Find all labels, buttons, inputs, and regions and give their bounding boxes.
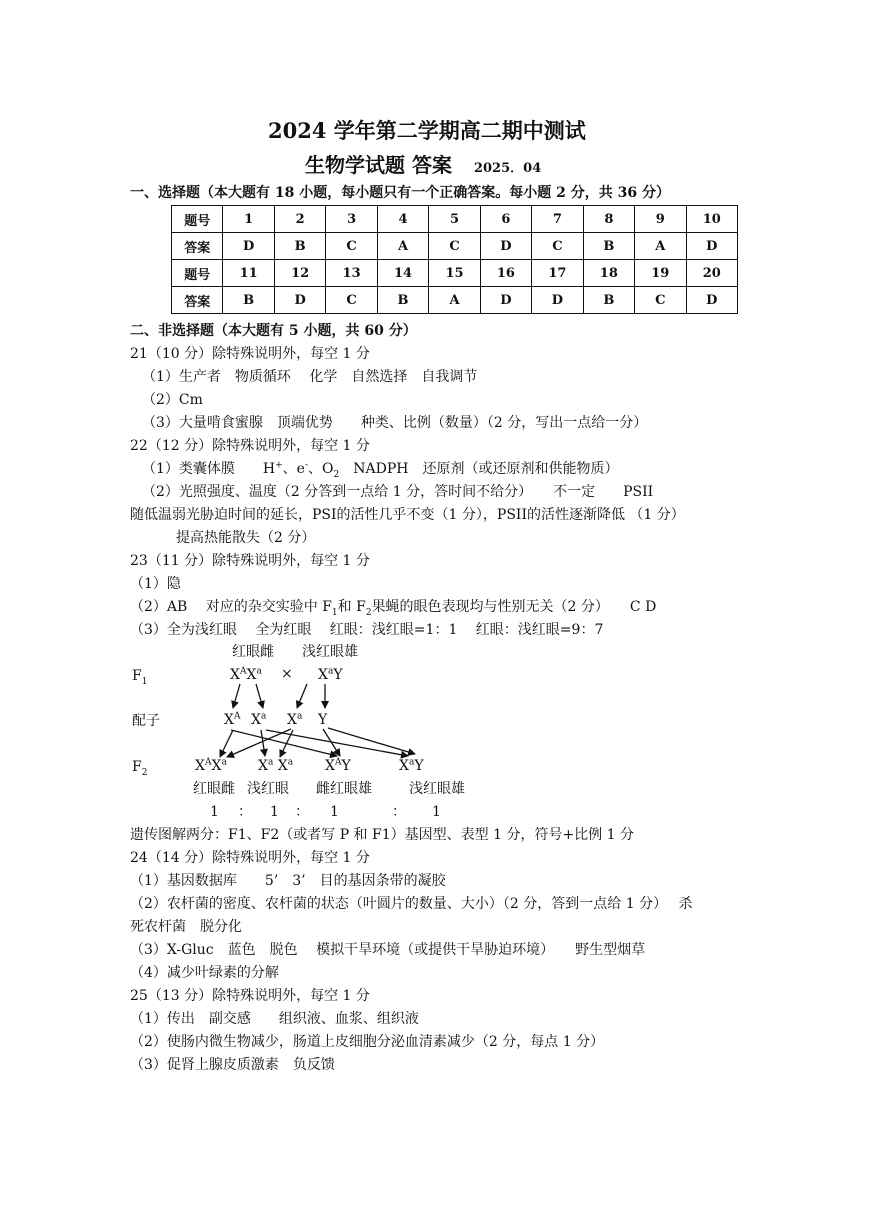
offspring-genotype: $X^a$ $X^a$ bbox=[258, 757, 294, 774]
a-cell: D bbox=[532, 287, 583, 314]
q-cell: 19 bbox=[635, 260, 686, 287]
gamete: Y bbox=[318, 712, 328, 728]
q21-line: （3）大量啃食蜜腺 顶端优势 种类、比例（数量）（2 分，写出一点给一分） bbox=[142, 415, 648, 431]
q25-line: （3）促肾上腺皮质激素 负反馈 bbox=[130, 1057, 335, 1073]
ratio: 1 bbox=[270, 804, 279, 820]
q-cell: 16 bbox=[480, 260, 531, 287]
ratio: 1 bbox=[432, 804, 441, 820]
arrow bbox=[328, 728, 415, 754]
parent-label: 红眼雌 bbox=[232, 644, 274, 660]
f1-text: F bbox=[132, 668, 142, 684]
subscript: 2 bbox=[141, 767, 148, 778]
section2-heading: 二、非选择题（本大题有 5 小题，共 60 分） bbox=[130, 323, 417, 339]
exam-date: 2025．04 bbox=[473, 161, 542, 176]
a-cell: C bbox=[326, 287, 377, 314]
q22-text: 、e bbox=[282, 461, 305, 477]
q24-head: 24（14 分）除特殊说明外，每空 1 分 bbox=[130, 850, 370, 866]
offspring-phenotype: 红眼雌 bbox=[193, 781, 235, 797]
arrow bbox=[256, 684, 263, 708]
offspring-genotype: $X^aY$ bbox=[399, 757, 424, 774]
arrow bbox=[297, 684, 307, 708]
q24-line: （4）减少叶绿素的分解 bbox=[130, 965, 279, 981]
q-cell: 18 bbox=[583, 260, 634, 287]
ratio: ： bbox=[392, 804, 406, 820]
superscript: a bbox=[408, 757, 415, 768]
ratio: 1 bbox=[330, 804, 339, 820]
q-cell: 13 bbox=[326, 260, 377, 287]
parent-genotype-male: $X^aY$ bbox=[318, 666, 343, 683]
q24-line: （2）农杆菌的密度、农杆菌的状态（叶圆片的数量、大小）（2 分，答到一点给 1 分） 杀 bbox=[130, 896, 693, 912]
q-cell: 17 bbox=[532, 260, 583, 287]
arrow bbox=[220, 730, 233, 757]
section1-heading: 一、选择题（本大题有 18 小题，每小题只有一个正确答案。每小题 2 分，共 36 分） bbox=[130, 185, 670, 201]
q-cell: 9 bbox=[635, 206, 686, 233]
q23-text: 和 F bbox=[337, 599, 366, 615]
a-cell: C bbox=[635, 287, 686, 314]
q-cell: 5 bbox=[429, 206, 480, 233]
superscript: a bbox=[296, 711, 303, 722]
subscript: 1 bbox=[331, 607, 338, 618]
row-label-q: 题号 bbox=[172, 206, 223, 233]
q23-note: 遗传图解两分：F1、F2（或者写 P 和 F1）基因型、表型 1 分，符号+比例 1 分 bbox=[130, 827, 634, 843]
a-cell: D bbox=[480, 233, 531, 260]
arrow bbox=[233, 684, 240, 708]
superscript: + bbox=[275, 460, 283, 471]
q-cell: 12 bbox=[274, 260, 325, 287]
a-cell: D bbox=[274, 287, 325, 314]
a-cell: B bbox=[583, 287, 634, 314]
q-cell: 10 bbox=[686, 206, 737, 233]
q21-line: （1）生产者 物质循环 化学 自然选择 自我调节 bbox=[142, 369, 478, 385]
q-cell: 1 bbox=[223, 206, 274, 233]
a-cell: B bbox=[223, 287, 274, 314]
q24-line: 死农杆菌 脱分化 bbox=[130, 919, 242, 935]
ratio: ： bbox=[238, 804, 252, 820]
q22-line: 提高热能散失（2 分） bbox=[176, 530, 316, 546]
q23-head: 23（11 分）除特殊说明外，每空 1 分 bbox=[130, 553, 370, 569]
superscript: a bbox=[260, 711, 267, 722]
arrow bbox=[261, 730, 265, 756]
subscript: 2 bbox=[333, 469, 340, 480]
ratio: 1 bbox=[210, 804, 219, 820]
superscript: a bbox=[327, 666, 334, 677]
subtitle: 生物学试题 答案 bbox=[305, 153, 452, 177]
q22-line: （2）光照强度、温度（2 分答到一点给 1 分，答时间不给分） 不一定 PSII bbox=[142, 484, 654, 500]
subscript: 2 bbox=[365, 607, 372, 618]
gamete-text: X bbox=[251, 712, 261, 728]
subscript: 1 bbox=[141, 676, 148, 687]
q24-line: （3）X-Gluc 蓝色 脱色 模拟干旱环境（或提供干旱胁迫环境） 野生型烟草 bbox=[130, 942, 646, 958]
q-cell: 8 bbox=[583, 206, 634, 233]
superscript: A bbox=[233, 711, 241, 722]
row-label-q: 题号 bbox=[172, 260, 223, 287]
row-label-gamete: 配子 bbox=[132, 713, 160, 729]
page-title: 2024 学年第二学期高二期中测试 bbox=[268, 118, 586, 143]
superscript: - bbox=[304, 460, 309, 471]
offspring-phenotype: 浅红眼雄 bbox=[409, 781, 465, 797]
a-cell: D bbox=[223, 233, 274, 260]
q21-head: 21（10 分）除特殊说明外，每空 1 分 bbox=[130, 346, 370, 362]
a-cell: A bbox=[377, 233, 428, 260]
q21-line: （2）Cm bbox=[142, 392, 203, 408]
q23-text: （2）AB 对应的杂交实验中 F bbox=[130, 599, 332, 615]
q-cell: 11 bbox=[223, 260, 274, 287]
q23-line: （1）隐 bbox=[130, 576, 181, 592]
superscript: a bbox=[256, 666, 262, 677]
q-cell: 20 bbox=[686, 260, 737, 287]
q22-head: 22（12 分）除特殊说明外，每空 1 分 bbox=[130, 438, 370, 454]
gamete-text: X bbox=[224, 712, 234, 728]
row-label-a: 答案 bbox=[172, 287, 223, 314]
q22-text: NADPH 还原剂（或还原剂和供能物质） bbox=[339, 461, 619, 477]
parent-genotype-female: $X^AX^a$ bbox=[230, 666, 262, 683]
q22-line: 随低温弱光胁迫时间的延长，PSI的活性几乎不变（1 分），PSII的活性逐渐降低 （1 分） bbox=[130, 507, 685, 523]
offspring-genotype: $X^AX^a$ bbox=[195, 757, 227, 774]
a-cell: B bbox=[274, 233, 325, 260]
q-cell: 15 bbox=[429, 260, 480, 287]
q22-text: （1）类囊体膜 H bbox=[142, 461, 276, 477]
a-cell: A bbox=[429, 287, 480, 314]
q-cell: 6 bbox=[480, 206, 531, 233]
q24-line: （1）基因数据库 5’ 3’ 目的基因条带的凝胶 bbox=[130, 873, 446, 889]
q25-line: （2）使肠内微生物减少，肠道上皮细胞分泌血清素减少（2 分，每点 1 分） bbox=[130, 1034, 605, 1050]
parent-label: 浅红眼雄 bbox=[302, 644, 358, 660]
superscript: A bbox=[239, 666, 247, 677]
a-cell: C bbox=[532, 233, 583, 260]
a-cell: A bbox=[635, 233, 686, 260]
q-cell: 7 bbox=[532, 206, 583, 233]
q23-text: 果蝇的眼色表现均与性别无关（2 分） C D bbox=[371, 599, 657, 615]
q22-text: 、O bbox=[308, 461, 334, 477]
row-label-a: 答案 bbox=[172, 233, 223, 260]
a-cell: D bbox=[686, 233, 737, 260]
q-cell: 3 bbox=[326, 206, 377, 233]
f2-text: F bbox=[132, 759, 142, 775]
superscript: A bbox=[334, 757, 342, 768]
offspring-phenotype: 雌红眼雄 bbox=[316, 781, 372, 797]
superscript: a bbox=[221, 757, 227, 768]
offspring-genotype: $X^AY$ bbox=[325, 757, 351, 774]
superscript: a bbox=[267, 757, 274, 768]
superscript: A bbox=[204, 757, 212, 768]
q-cell: 14 bbox=[377, 260, 428, 287]
a-cell: B bbox=[583, 233, 634, 260]
a-cell: C bbox=[326, 233, 377, 260]
cross-sign: × bbox=[281, 666, 293, 682]
a-cell: D bbox=[686, 287, 737, 314]
q-cell: 4 bbox=[377, 206, 428, 233]
superscript: a bbox=[287, 757, 294, 768]
gamete-text: X bbox=[287, 712, 297, 728]
a-cell: D bbox=[480, 287, 531, 314]
a-cell: C bbox=[429, 233, 480, 260]
offspring-phenotype: 浅红眼 bbox=[247, 781, 289, 797]
q25-line: （1）传出 副交感 组织液、血浆、组织液 bbox=[130, 1011, 419, 1027]
q23-line: （3）全为浅红眼 全为红眼 红眼：浅红眼=1：1 红眼：浅红眼=9：7 bbox=[130, 622, 604, 638]
a-cell: B bbox=[377, 287, 428, 314]
q25-head: 25（13 分）除特殊说明外，每空 1 分 bbox=[130, 988, 370, 1004]
q-cell: 2 bbox=[274, 206, 325, 233]
ratio: ： bbox=[295, 804, 309, 820]
